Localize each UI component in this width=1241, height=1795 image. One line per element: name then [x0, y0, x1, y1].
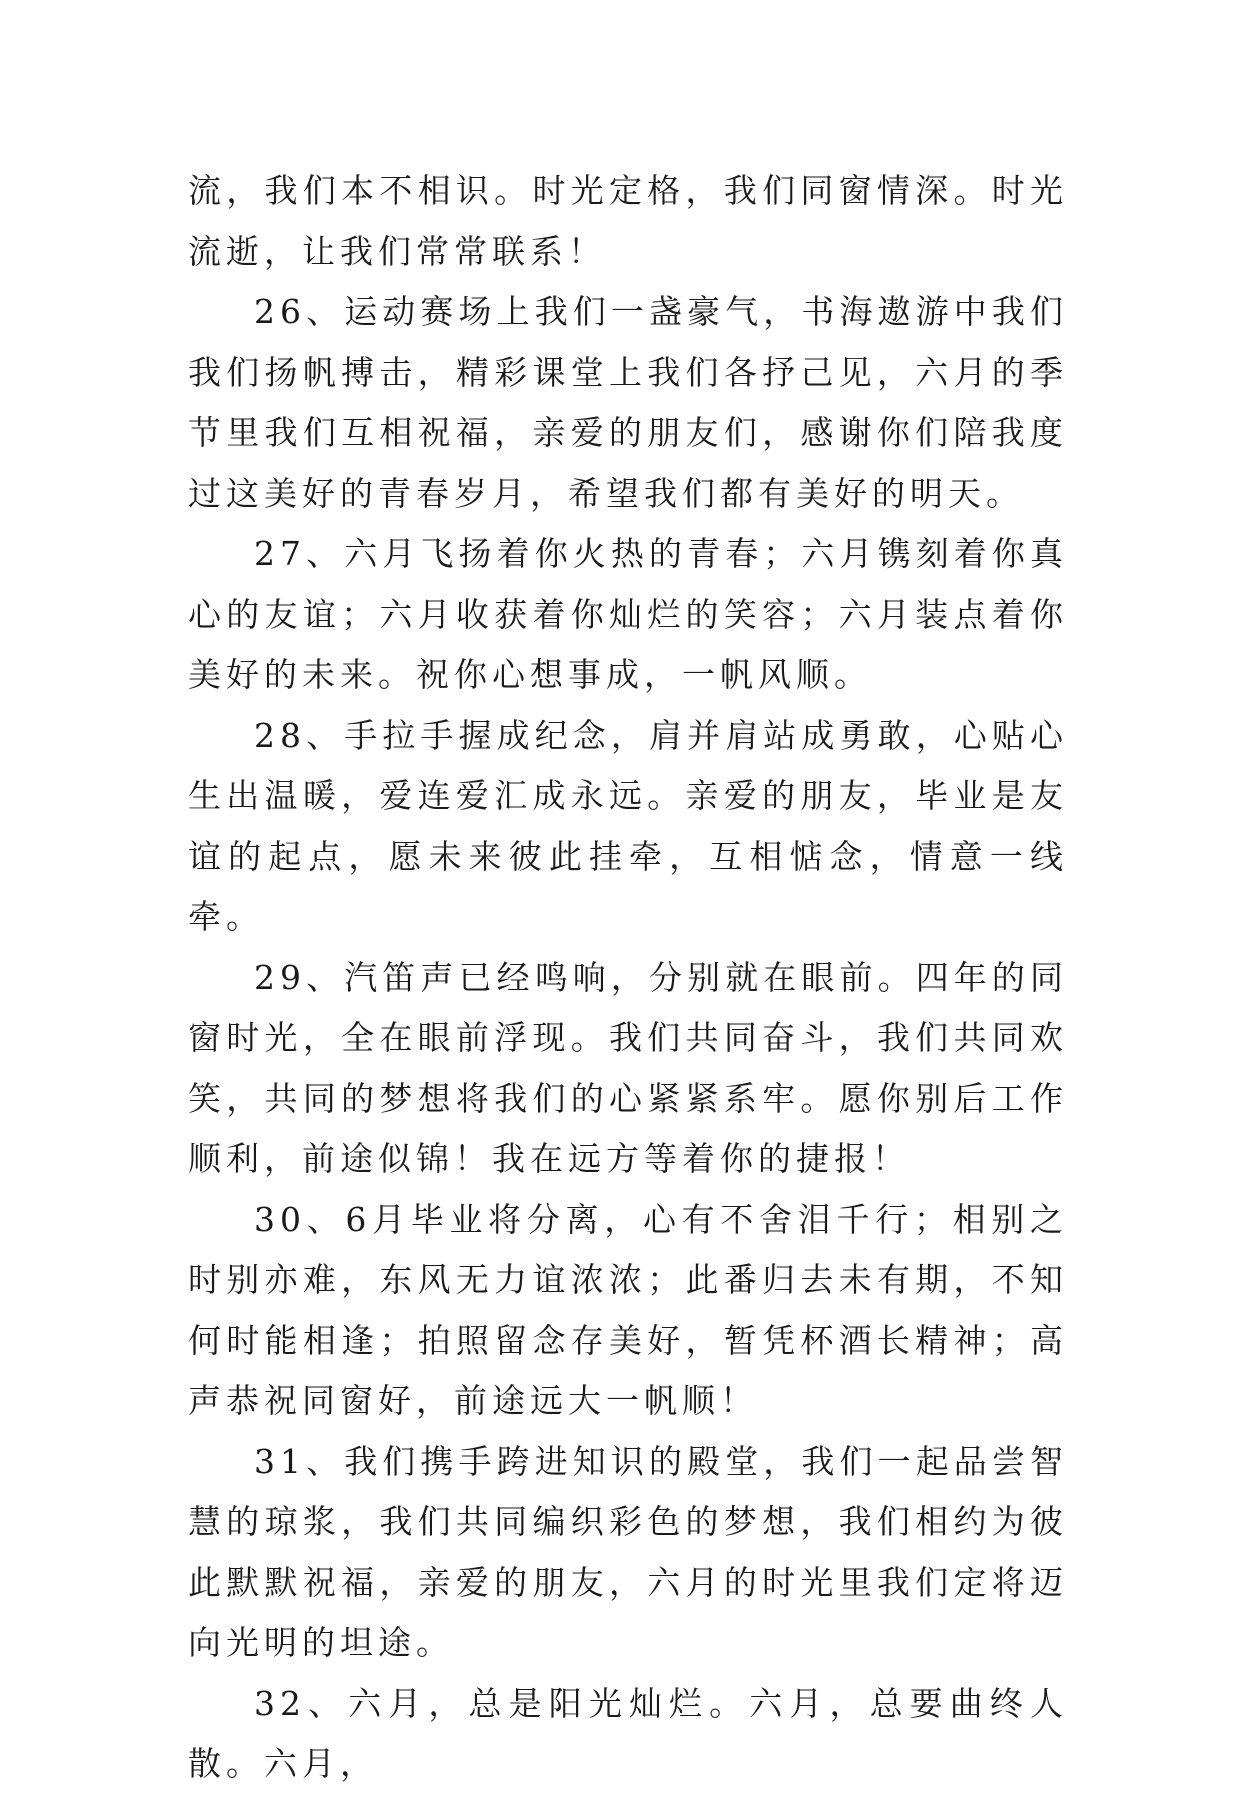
- document-body: [188, 161, 1068, 1795]
- paragraph-31: 31、我们携手跨进知识的殿堂，我们一起品尝智慧的琼浆，我们共同编织彩色的梦想，我们相约为彼此默默祝福，亲爱的朋友，六月的时光里我们定将迈向光明的坦途。: [188, 1441, 1068, 1662]
- paragraph-28: 28、手拉手握成纪念，肩并肩站成勇敢，心贴心生出温暖，爱连爱汇成永远。亲爱的朋友，毕业是友谊的起点，愿未来彼此挂牵，互相惦念，情意一线牵。: [188, 715, 1068, 936]
- paragraph-32: 32、六月，总是阳光灿烂。六月，总要曲终人散。六月，: [188, 1683, 1068, 1783]
- paragraph-26: 26、运动赛场上我们一盏豪气，书海遨游中我们我们扬帆搏击，精彩课堂上我们各抒己见，六月的季节里我们互相祝福，亲爱的朋友们，感谢你们陪我度过这美好的青春岁月，希望我们都有美好的明天。: [188, 292, 1068, 513]
- paragraph-29: 29、汽笛声已经鸣响，分别就在眼前。四年的同窗时光，全在眼前浮现。我们共同奋斗，我们共同欢笑，共同的梦想将我们的心紧紧系牢。愿你别后工作顺利，前途似锦！我在远方等着你的捷报！: [188, 957, 1068, 1178]
- paragraph-30: 30、6月毕业将分离，心有不舍泪千行；相别之时别亦难，东风无力谊浓浓；此番归去未有期，不知何时能相逢；拍照留念存美好，暂凭杯酒长精神；高声恭祝同窗好，前途远大一帆顺！: [188, 1199, 1068, 1420]
- paragraph-27: 27、六月飞扬着你火热的青春；六月镌刻着你真心的友谊；六月收获着你灿烂的笑容；六月装点着你美好的未来。祝你心想事成，一帆风顺。: [188, 534, 1068, 694]
- paragraph-continued: 流，我们本不相识。时光定格，我们同窗情深。时光流逝，让我们常常联系！: [188, 171, 1068, 271]
